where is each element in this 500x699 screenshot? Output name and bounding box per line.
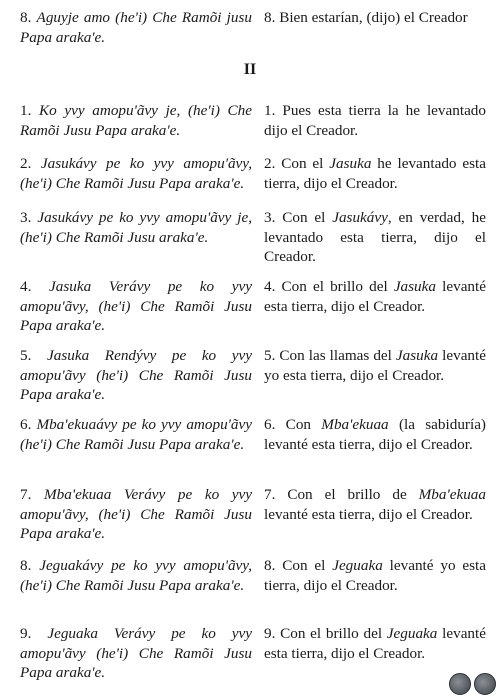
verse-spanish — [264, 415, 486, 454]
verse-number: 3. — [20, 209, 32, 226]
verse-text-spanish: , en verdad, he levantado esta tierra, dijo el Creador. — [264, 209, 486, 265]
verse-spanish — [264, 208, 486, 267]
verse-spanish — [264, 556, 486, 595]
verse-text-spanish: 2. Con el — [264, 155, 330, 172]
verse-text-spanish: 1. Pues esta tierra la he levantado dijo el Creador. — [264, 102, 486, 139]
badge-circle-icon — [474, 673, 496, 695]
verse-text-guarani: Jasukávy pe ko yvy amopu'ãvy, (he'i) Che Ramõi Jusu Papa araka'e. — [20, 155, 252, 192]
verse-guarani — [20, 346, 252, 405]
verse-number: 9. — [20, 625, 32, 642]
verse-text-spanish: levanté esta tierra, dijo el Creador. — [264, 625, 486, 662]
verse-number: 8. — [20, 557, 32, 574]
verse-guarani — [20, 556, 252, 595]
verse-guarani — [20, 208, 252, 247]
verse-text-guarani: Mba'ekuaávy pe ko yvy amopu'ãvy (he'i) Che Ramõi Jusu Papa araka'e. — [20, 416, 252, 453]
verse-guarani — [20, 101, 252, 140]
verse-text-guarani: Jasukávy pe ko yvy amopu'ãvy je, (he'i) Che Ramõi Jusu araka'e. — [20, 209, 252, 246]
page-badge — [449, 673, 496, 695]
verse-spanish — [264, 346, 486, 385]
verse-guarani — [20, 485, 252, 544]
verse-spanish — [264, 624, 486, 663]
verse-spanish-top: 8. Bien estarían, (dijo) el Creador — [264, 9, 468, 26]
verse-text-spanish: levanté esta tierra, dijo el Creador. — [264, 278, 486, 315]
badge-circle-icon — [449, 673, 471, 695]
verse-guarani — [20, 154, 252, 193]
verse-number: 6. — [20, 416, 32, 433]
verse-text-spanish-italic: Jasuka — [329, 155, 372, 172]
verse-text-guarani: Jasuka Rendývy pe ko yvy amopu'ãvy (he'i) Che Ramõi Jusu Papa araka'e. — [20, 347, 252, 403]
verse-text-spanish-italic: Jasukávy — [332, 209, 388, 226]
verse-text-spanish-italic: Mba'ekuaa — [321, 416, 389, 433]
verse-text-guarani: Ko yvy amopu'ãvy je, (he'i) Che Ramõi Jusu Papa araka'e. — [20, 102, 252, 139]
verse-text-guarani: Jeguakávy pe ko yvy amopu'ãvy, (he'i) Che Ramõi Jusu Papa araka'e. — [20, 557, 252, 594]
verse-spanish — [264, 277, 486, 316]
verse-text-spanish: (la sabiduría) levanté esta tierra, dijo el Creador. — [264, 416, 486, 453]
verse-number: 7. — [20, 486, 32, 503]
verse-text-spanish-italic: Jeguaka — [386, 625, 438, 642]
section-heading: II — [243, 61, 257, 78]
verse-number: 8. — [20, 9, 32, 26]
verse-text-spanish: 3. Con el — [264, 209, 333, 226]
verse-text-spanish: he levantado esta tierra, dijo el Creador. — [264, 155, 486, 192]
verse-guarani — [20, 277, 252, 336]
verse-text-spanish: 5. Con las llamas del — [264, 347, 396, 364]
verse-text-spanish: 9. Con el brillo del — [264, 625, 387, 642]
verse-text-spanish-italic: Jasuka — [395, 347, 439, 364]
verse-guarani — [20, 415, 252, 454]
verse-text-spanish-italic: Mba'ekuaa — [418, 486, 486, 503]
verse-text-spanish: levanté yo esta tierra, dijo el Creador. — [264, 557, 486, 594]
verse-text-spanish: 4. Con el brillo del — [264, 278, 394, 295]
verse-text-spanish: 7. Con el brillo de — [264, 486, 419, 503]
verse-number: 1. — [20, 102, 32, 119]
verse-number: 4. — [20, 278, 32, 295]
verse-number: 5. — [20, 347, 32, 364]
verse-spanish — [264, 485, 486, 524]
verse-spanish — [264, 154, 486, 193]
verse-text-guarani: Jeguaka Verávy pe ko yvy amopu'ãvy (he'i) Che Ramõi Jusu Papa araka'e. — [20, 625, 253, 681]
verse-text-guarani: Aguyje amo (he'i) Che Ramõi jusu Papa araka'e. — [20, 9, 252, 46]
verse-text-spanish: 6. Con — [264, 416, 322, 433]
verse-text-spanish: levanté yo esta tierra, dijo el Creador. — [264, 347, 486, 384]
verse-number: 2. — [20, 155, 32, 172]
verse-text-spanish: levanté esta tierra, dijo el Creador. — [264, 505, 473, 523]
verse-text-guarani: Jasuka Verávy pe ko yvy amopu'ãvy, (he'i) Che Ramõi Jusu Papa araka'e. — [20, 278, 253, 334]
verse-text-spanish-italic: Jeguaka — [332, 557, 383, 574]
verse-guarani-top — [20, 8, 252, 47]
verse-text-spanish: 8. Con el — [264, 557, 333, 574]
verse-text-spanish-italic: Jasuka — [393, 278, 436, 295]
verse-guarani — [20, 624, 252, 683]
verse-spanish — [264, 101, 486, 140]
verse-text-guarani: Mba'ekuaa Verávy pe ko yvy amopu'ãvy, (he'i) Che Ramõi Jusu Papa araka'e. — [20, 486, 252, 542]
